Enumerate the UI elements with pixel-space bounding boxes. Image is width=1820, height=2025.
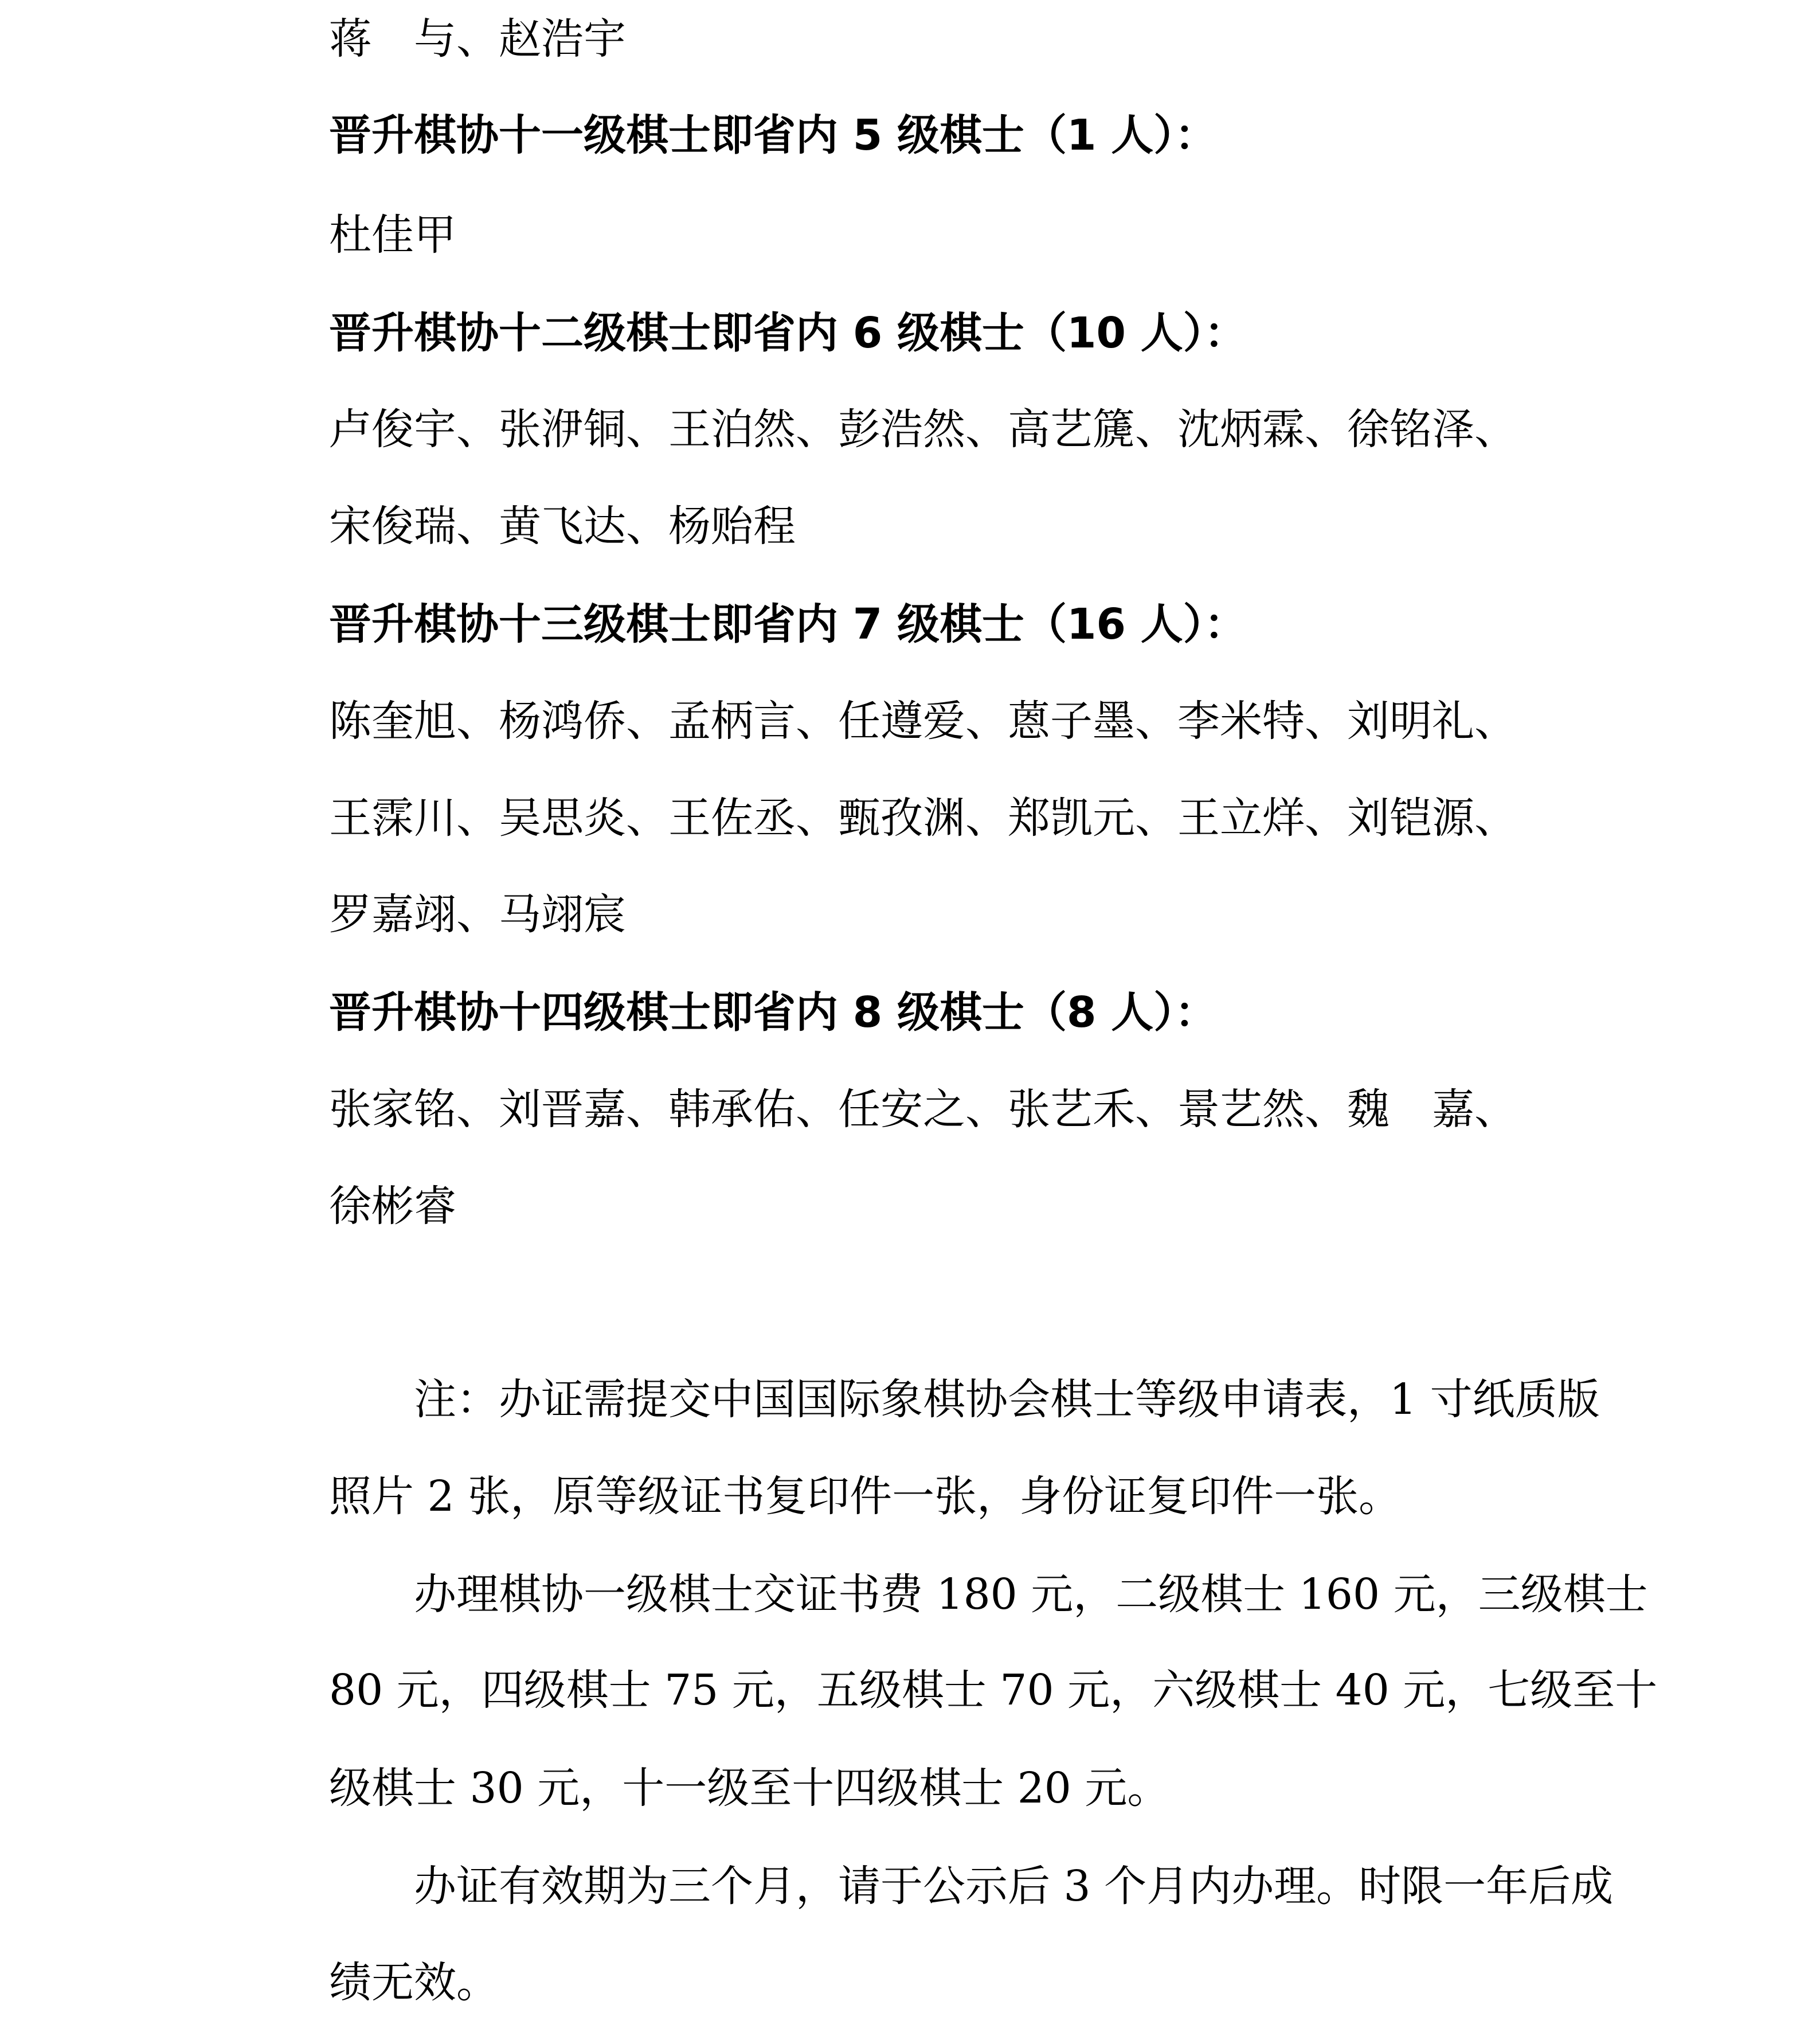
name-list-line: 宋俊瑞、黄飞达、杨贻程 xyxy=(329,502,796,551)
validity-paragraph-line-2: 绩无效。 xyxy=(329,1958,499,2007)
section-heading-level-11: 晋升棋协十一级棋士即省内 5 级棋士（1 人）： xyxy=(329,111,1218,160)
name-list-line: 杜佳甲 xyxy=(329,210,456,260)
fee-paragraph-line-3: 级棋士 30 元，十一级至十四级棋士 20 元。 xyxy=(329,1764,1170,1813)
note-paragraph-1-line-2: 照片 2 张，原等级证书复印件一张，身份证复印件一张。 xyxy=(329,1472,1402,1521)
fee-paragraph-line-1: 办理棋协一级棋士交证书费 180 元，二级棋士 160 元，三级棋士 xyxy=(414,1570,1648,1619)
name-list-line: 蒋 与、赵浩宇 xyxy=(329,14,626,64)
name-list-line: 徐彬睿 xyxy=(329,1182,456,1231)
name-list-line: 陈奎旭、杨鸿侨、孟柄言、任遵爱、蒽子墨、李米特、刘明礼、 xyxy=(329,697,1517,746)
fee-paragraph-line-2: 80 元，四级棋士 75 元，五级棋士 70 元，六级棋士 40 元，七级至十 xyxy=(329,1666,1658,1715)
section-heading-level-13: 晋升棋协十三级棋士即省内 7 级棋士（16 人）： xyxy=(329,600,1247,649)
section-heading-level-12: 晋升棋协十二级棋士即省内 6 级棋士（10 人）： xyxy=(329,308,1247,358)
name-list-line: 罗嘉翊、马翊宸 xyxy=(329,890,626,939)
validity-paragraph-line-1: 办证有效期为三个月，请于公示后 3 个月内办理。时限一年后成 xyxy=(414,1862,1614,1911)
name-list-line: 王霂川、吴思炎、王佐丞、甄孜渊、郑凯元、王立烊、刘铠源、 xyxy=(329,793,1517,843)
name-list-line: 张家铭、刘晋嘉、韩承佑、任安之、张艺禾、景艺然、魏 嘉、 xyxy=(329,1085,1517,1134)
section-heading-level-14: 晋升棋协十四级棋士即省内 8 级棋士（8 人）： xyxy=(329,988,1218,1037)
name-list-line: 卢俊宇、张洢铜、王泊然、彭浩然、高艺篪、沈炳霖、徐铭泽、 xyxy=(329,405,1517,454)
note-paragraph-1-line-1: 注：办证需提交中国国际象棋协会棋士等级申请表，1 寸纸质版 xyxy=(414,1375,1600,1424)
